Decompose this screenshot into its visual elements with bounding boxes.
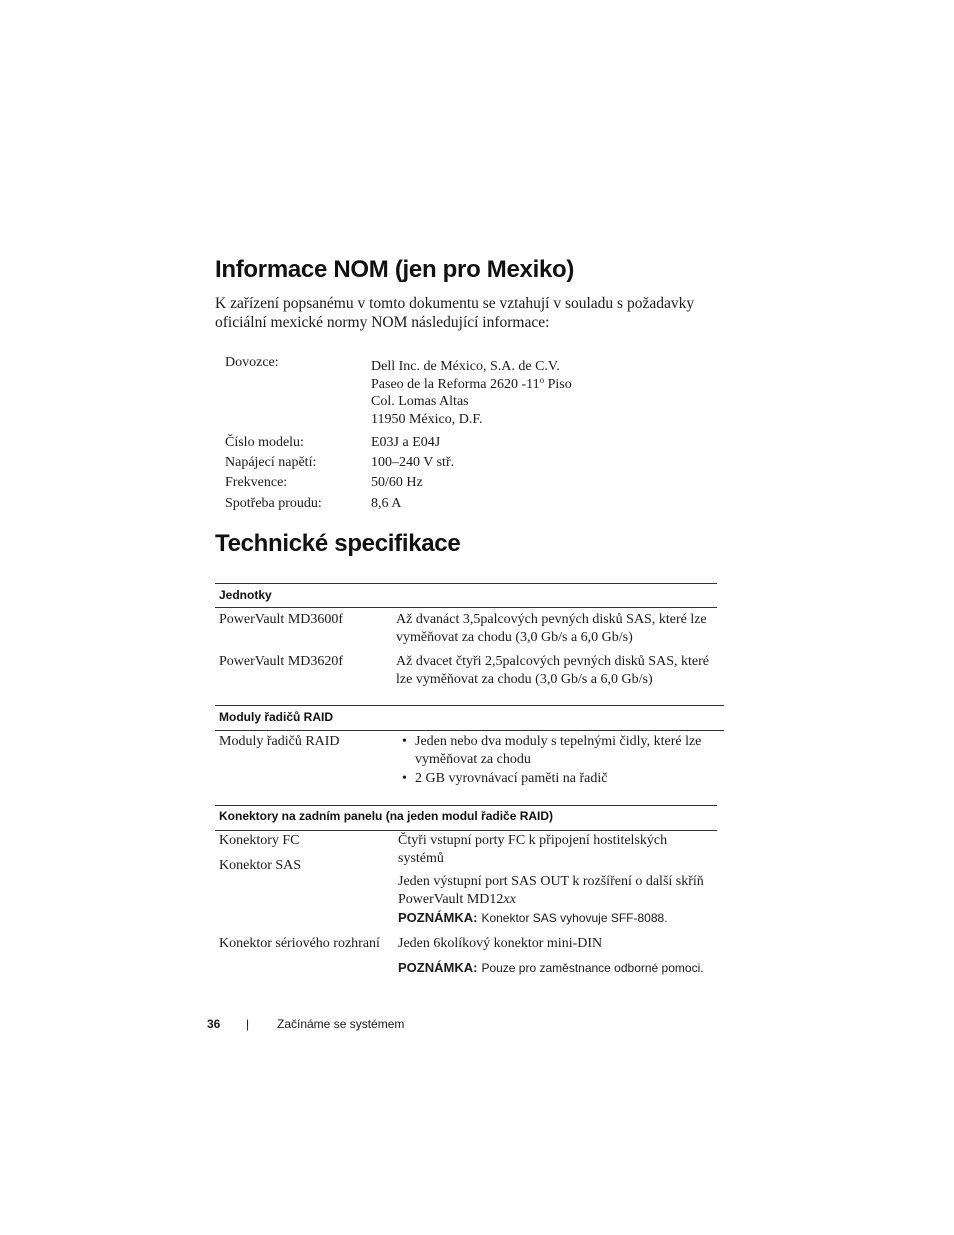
footer-title: Začínáme se systémem xyxy=(277,1017,405,1031)
voltage-label: Napájecí napětí: xyxy=(225,455,317,470)
importer-line-1: Dell Inc. de México, S.A. de C.V. xyxy=(371,359,560,374)
footer-separator: | xyxy=(246,1017,250,1031)
serial-note-text: Pouze pro zaměstnance odborné pomoci. xyxy=(481,961,704,975)
page-number: 36 xyxy=(207,1017,221,1031)
raid-bullet-1-line-1: Jeden nebo dva moduly s tepelnými čidly, které lze xyxy=(415,734,702,749)
sas-value-line-1: Jeden výstupní port SAS OUT k rozšíření o další skříň xyxy=(398,874,704,889)
raid-bullet-1 xyxy=(402,733,722,768)
importer-label: Dovozce: xyxy=(225,355,279,370)
md3620f-value-line-1: Až dvacet čtyři 2,5palcových pevných disků SAS, které xyxy=(396,654,709,669)
bullet-icon: • xyxy=(402,771,407,786)
drives-top-rule xyxy=(215,583,717,584)
md3600f-label: PowerVault MD3600f xyxy=(219,612,344,627)
nom-heading: Informace NOM (jen pro Mexiko) xyxy=(215,256,575,283)
raid-bullet-2 xyxy=(402,770,722,788)
sas-value xyxy=(398,873,704,908)
model-number-value: E03J a E04J xyxy=(371,435,441,450)
specs-heading: Technické specifikace xyxy=(215,530,461,557)
md3600f-value xyxy=(396,611,707,646)
frequency-value: 50/60 Hz xyxy=(371,475,423,490)
drives-header-rule xyxy=(215,607,717,608)
raid-bullet-2-text: 2 GB vyrovnávací paměti na řadič xyxy=(415,771,608,786)
note-label: POZNÁMKA: xyxy=(398,960,478,975)
importer-line-3: Col. Lomas Altas xyxy=(371,394,469,409)
voltage-value: 100–240 V stř. xyxy=(371,455,455,470)
importer-line-2: Paseo de la Reforma 2620 -11$^o$ Piso xyxy=(371,374,572,392)
current-value: 8,6 A xyxy=(371,496,402,511)
raid-header-rule xyxy=(215,730,724,731)
sas-note-text: Konektor SAS vyhovuje SFF-8088. xyxy=(481,911,668,925)
model-number-label: Číslo modelu: xyxy=(225,435,304,450)
sas-note xyxy=(398,909,668,927)
fc-value-line-1: Čtyři vstupní porty FC k připojení hostitelských xyxy=(398,833,668,848)
md3620f-value-line-2: lze vyměňovat za chodu (3,0 Gb/s a 6,0 Gb/s) xyxy=(396,671,653,687)
nom-intro-line-1: K zařízení popsanému v tomto dokumentu se vztahují v souladu s požadavky xyxy=(215,295,695,312)
drives-header: Jednotky xyxy=(219,588,272,602)
fc-value xyxy=(398,832,667,867)
importer-address xyxy=(371,358,572,428)
sas-value-line-2: PowerVault MD12xx xyxy=(398,891,516,907)
serial-value: Jeden 6kolíkový konektor mini-DIN xyxy=(398,936,603,951)
raid-top-rule xyxy=(215,705,724,706)
raid-label: Moduly řadičů RAID xyxy=(219,734,340,749)
nom-intro-line-2: oficiální mexické normy NOM následující informace: xyxy=(215,314,550,331)
md3600f-value-line-1: Až dvanáct 3,5palcových pevných disků SAS, které lze xyxy=(396,612,707,627)
frequency-label: Frekvence: xyxy=(225,475,288,490)
md3620f-value xyxy=(396,653,709,688)
serial-label: Konektor sériového rozhraní xyxy=(219,936,380,951)
serial-note xyxy=(398,959,704,977)
fc-value-line-2: systémů xyxy=(398,850,444,866)
nom-intro xyxy=(215,294,694,332)
md3620f-label: PowerVault MD3620f xyxy=(219,654,344,669)
bullet-icon: • xyxy=(402,734,407,749)
fc-label: Konektory FC xyxy=(219,833,300,848)
note-label: POZNÁMKA: xyxy=(398,910,478,925)
connectors-header: Konektory na zadním panelu (na jeden modul řadiče RAID) xyxy=(219,809,554,823)
connectors-top-rule xyxy=(215,805,717,806)
connectors-header-rule xyxy=(215,830,717,831)
sas-label: Konektor SAS xyxy=(219,858,302,873)
current-label: Spotřeba proudu: xyxy=(225,496,322,511)
importer-line-4: 11950 México, D.F. xyxy=(371,411,483,427)
raid-header: Moduly řadičů RAID xyxy=(219,710,334,724)
raid-bullet-1-line-2: vyměňovat za chodu xyxy=(415,751,531,767)
md3600f-value-line-2: vyměňovat za chodu (3,0 Gb/s a 6,0 Gb/s) xyxy=(396,629,633,645)
